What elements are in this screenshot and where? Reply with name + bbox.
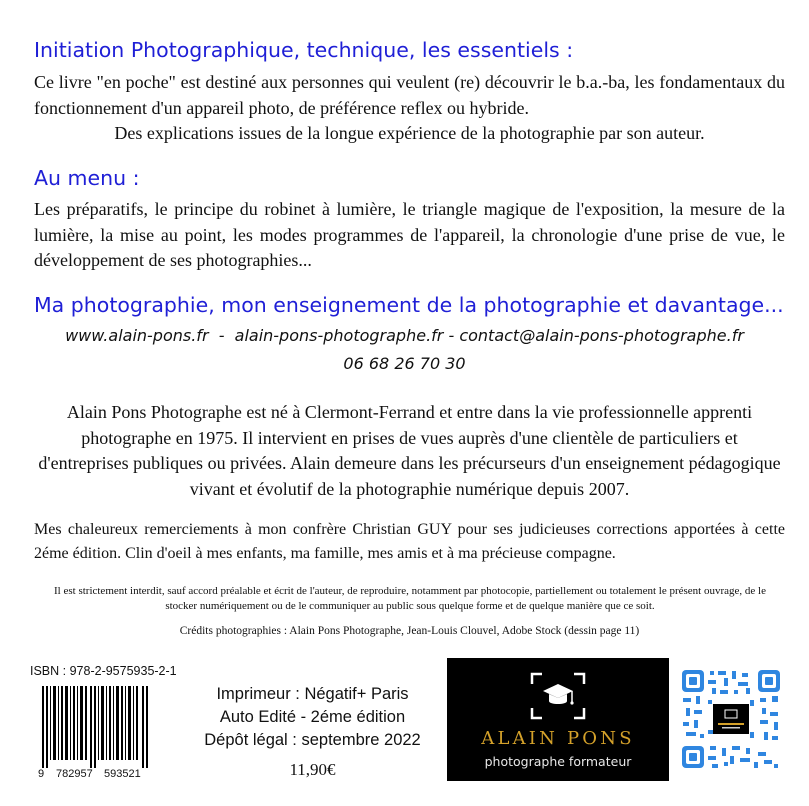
- heading-menu: Au menu :: [34, 166, 140, 190]
- author-bio: Alain Pons Photographe est né à Clermont-Ferrand et entre dans la vie professionnelle apprenti photographe en 1975. Il intervient en prises de vues auprès d'une clientèle de particuliers et d'entreprises publiques ou privées. Alain demeure dans les précurseurs d'un enseignement pédagogique vivant et évolutif de la photographie numérique depuis 2007.: [38, 402, 781, 499]
- graduation-cap-camera-frame-icon: [528, 670, 588, 722]
- barcode-digits-left: 782957: [56, 768, 93, 780]
- photo-credits: Crédits photographies : Alain Pons Photographe, Jean-Louis Clouvel, Adobe Stock (dessin page 11): [179, 625, 640, 637]
- qr-code-icon: [680, 668, 782, 770]
- isbn-barcode: [36, 686, 156, 768]
- contact-phone: 06 68 26 70 30: [343, 354, 466, 373]
- thanks-paragraph: Mes chaleureux remerciements à mon confrère Christian GUY pour ses judicieuses corrections apportées à cette 2éme édition. Clin d'oeil à mes enfants, ma famille, mes amis et à ma précieuse compagne.: [34, 521, 785, 562]
- intro-paragraph-2: Des explications issues de la longue expérience de la photographie par son auteur.: [114, 123, 705, 143]
- edition-line: Auto Edité - 2éme édition: [219, 708, 406, 726]
- intro-paragraph: Ce livre "en poche" est destiné aux personnes qui veulent (re) découvrir le b.a.-ba, les fondamentaux du fonctionnement d'un appareil photo, de préférence reflex ou hybride.: [34, 72, 785, 118]
- price: 11,90€: [289, 760, 336, 779]
- print-info: [190, 683, 435, 752]
- logo-name: ALAIN PONS: [481, 728, 635, 749]
- menu-paragraph: Les préparatifs, le principe du robinet à lumière, le triangle magique de l'exposition, la mesure de la lumière, la mise au point, les modes programmes de l'appareil, la chronologie d'une prise de vue, le développement de ses photographies...: [34, 199, 785, 270]
- barcode-digits-right: 593521: [104, 768, 141, 780]
- alain-pons-logo: [447, 658, 669, 781]
- printer-line: Imprimeur : Négatif+ Paris: [216, 685, 409, 703]
- barcode-digit-prefix: 9: [38, 768, 45, 780]
- heading-initiation: Initiation Photographique, technique, les essentiels :: [34, 38, 574, 62]
- legal-notice: Il est strictement interdit, sauf accord préalable et écrit de l'auteur, de reproduire, notamment par photocopie, partiellement ou totalement le présent ouvrage, de le stocker numériquement ou de le communiquer au public sous quelque forme et de quelque manière que ce soit.: [54, 585, 766, 612]
- contact-websites: www.alain-pons.fr - alain-pons-photographe.fr - contact@alain-pons-photographe.fr: [65, 326, 744, 345]
- isbn-label: ISBN : 978-2-9575935-2-1: [30, 664, 177, 678]
- logo-subtitle: photographe formateur: [484, 754, 632, 769]
- heading-my-photography: Ma photographie, mon enseignement de la photographie et davantage...: [34, 293, 784, 317]
- legal-deposit-line: Dépôt légal : septembre 2022: [204, 731, 421, 749]
